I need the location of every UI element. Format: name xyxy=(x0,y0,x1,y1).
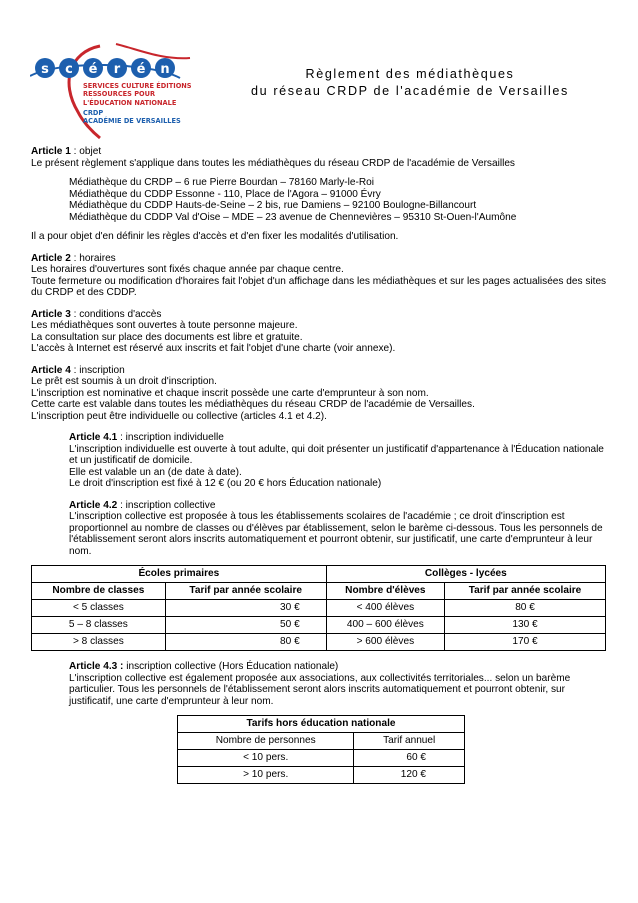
article-number: Article 3 xyxy=(31,308,71,320)
logo-text xyxy=(83,82,213,125)
article-4-2-text: L'inscription collective est proposée à tous les établissements scolaires de l'académie ; ce droit d'inscription est proportionnel au nombre de classes ou d'élèves par établissement, selon le barème ci-dessous. Tous les personnels de l'établissement seront alors inscrits automatiquement et pourront obtenir, sur justificatif, une carte d'emprunteur à leur nom. xyxy=(69,511,603,557)
table-cell: 80 € xyxy=(445,600,606,617)
logo-line: RESSOURCES POUR xyxy=(83,90,156,99)
table-cell: 120 € xyxy=(354,767,465,784)
article-subject: : inscription xyxy=(70,364,125,376)
logo-letter: r xyxy=(113,62,121,77)
group-header-ecoles: Écoles primaires xyxy=(32,566,327,583)
article-4-text: L'inscription peut être individuelle ou collective (articles 4.1 et 4.2). xyxy=(31,410,327,422)
article-2-text: Toute fermeture ou modification d'horaires fait l'objet d'un affichage dans les médiathèques et sur les pages actualisées des sites du CRDP et des CDDP. xyxy=(31,275,607,298)
article-number: Article 4 xyxy=(31,364,71,376)
article-4-3-text: L'inscription collective est également proposée aux associations, aux collectivités territoriales... selon un barème particulier. Tous les personnels de l'établissement seront alors inscrits automatiquement et pourront obtenir, sur justificatif, une carte d'emprunteur à leur nom. xyxy=(69,672,571,707)
article-4-1-text: L'inscription individuelle est ouverte à tout adulte, qui doit présenter un justificatif d'appartenance à l'Éducation nationale et un justificatif de domicile. xyxy=(69,443,604,466)
document-title-line-2: du réseau CRDP de l'académie de Versailles xyxy=(251,84,569,98)
column-header: Nombre d'élèves xyxy=(326,583,444,600)
tarifs-scolaires-table xyxy=(31,565,606,651)
article-4-3-heading xyxy=(31,661,611,673)
article-number: Article 1 xyxy=(31,146,71,157)
article-subject: : conditions d'accès xyxy=(70,308,162,320)
article-4-text: Le prêt est soumis à un droit d'inscription. xyxy=(31,376,217,387)
table-cell: 50 € xyxy=(165,617,326,634)
table-title-row xyxy=(178,716,465,733)
table-row xyxy=(178,767,465,784)
article-1-heading xyxy=(31,146,611,158)
column-header: Tarif par année scolaire xyxy=(445,583,606,600)
table-row xyxy=(178,750,465,767)
article-1-objet: Il a pour objet d'en définir les règles d'accès et d'en fixer les modalités d'utilisation. xyxy=(31,231,399,242)
article-4-2-heading xyxy=(31,500,611,512)
table-cell: 400 – 600 élèves xyxy=(326,617,444,634)
article-3-heading xyxy=(31,309,611,321)
table-row xyxy=(32,634,606,651)
group-header-colleges: Collèges - lycées xyxy=(326,566,605,583)
table-header-row xyxy=(32,583,606,600)
column-header: Nombre de personnes xyxy=(178,733,354,750)
article-3-text: L'accès à Internet est réservé aux inscrits et fait l'objet d'une charte (voir annexe). xyxy=(31,343,396,354)
logo-line: ACADÉMIE DE VERSAILLES xyxy=(83,117,181,126)
article-4-1-text: Elle est valable un an (de date à date). xyxy=(69,466,242,478)
site-address: Médiathèque du CDDP Essonne - 110, Place de l'Agora – 91000 Évry xyxy=(69,188,381,200)
site-address: Médiathèque du CRDP – 6 rue Pierre Bourdan – 78160 Marly-le-Roi xyxy=(69,177,375,188)
table-cell: < 10 pers. xyxy=(178,750,354,767)
table-cell: > 8 classes xyxy=(32,634,166,651)
logo-line: SERVICES CULTURE ÉDITIONS xyxy=(83,82,192,90)
table-cell: > 10 pers. xyxy=(178,767,354,784)
tarifs-hors-education-table xyxy=(177,715,465,784)
article-4-text: L'inscription est nominative et chaque inscrit possède une carte d'emprunteur à son nom. xyxy=(31,387,429,399)
table-row xyxy=(32,600,606,617)
table-cell: 170 € xyxy=(445,634,606,651)
table-cell: < 5 classes xyxy=(32,600,166,617)
document-title-line-1: Règlement des médiathèques xyxy=(305,67,515,81)
article-subject: : inscription collective xyxy=(117,499,216,511)
column-header: Nombre de classes xyxy=(32,583,166,600)
article-subject: inscription collective (Hors Éducation nationale) xyxy=(123,661,339,672)
logo-line: CRDP xyxy=(83,108,104,117)
article-4-text: Cette carte est valable dans toutes les médiathèques du réseau CRDP de l'académie de Versailles. xyxy=(31,399,475,410)
logo-letter: é xyxy=(88,62,98,77)
table-cell: 80 € xyxy=(165,634,326,651)
logo-letter: c xyxy=(65,62,73,77)
article-subject: : horaires xyxy=(70,252,116,264)
article-subject: : inscription individuelle xyxy=(117,432,224,443)
site-address: Médiathèque du CDDP Hauts-de-Seine – 2 bis, rue Damiens – 92100 Boulogne-Billancourt xyxy=(69,200,477,211)
article-number: Article 2 xyxy=(31,252,71,264)
site-address: Médiathèque du CDDP Val d'Oise – MDE – 23 avenue de Chennevières – 95310 St-Ouen-l'Aumône xyxy=(69,211,517,223)
article-2-heading xyxy=(31,253,611,265)
article-number: Article 4.1 xyxy=(69,432,118,443)
table-cell: 130 € xyxy=(445,617,606,634)
article-number: Article 4.3 : xyxy=(69,661,124,672)
logo-letter: s xyxy=(41,62,49,77)
table-group-header-row xyxy=(32,566,606,583)
logo-letter: é xyxy=(136,62,146,77)
document-body xyxy=(31,146,611,784)
logo-letter: n xyxy=(160,62,170,77)
table-cell: < 400 élèves xyxy=(326,600,444,617)
table-cell: > 600 élèves xyxy=(326,634,444,651)
table-header-row xyxy=(178,733,465,750)
table-row xyxy=(32,617,606,634)
article-4-heading xyxy=(31,365,611,377)
table-cell: 5 – 8 classes xyxy=(32,617,166,634)
article-number: Article 4.2 xyxy=(69,499,118,511)
article-3-text: Les médiathèques sont ouvertes à toute personne majeure. xyxy=(31,320,298,331)
logo-line: L'ÉDUCATION NATIONALE xyxy=(83,98,177,107)
article-4-1-heading xyxy=(31,432,611,444)
article-4-1-text: Le droit d'inscription est fixé à 12 € (ou 20 € hors Éducation nationale) xyxy=(69,478,382,489)
article-1-intro: Le présent règlement s'applique dans toutes les médiathèques du réseau CRDP de l'académie de Versailles xyxy=(31,157,515,169)
table-cell: 30 € xyxy=(165,600,326,617)
article-2-text: Les horaires d'ouvertures sont fixés chaque année par chaque centre. xyxy=(31,264,344,275)
column-header: Tarif par année scolaire xyxy=(165,583,326,600)
column-header: Tarif annuel xyxy=(354,733,465,750)
article-subject: : objet xyxy=(70,146,102,157)
article-3-text: La consultation sur place des documents est libre et gratuite. xyxy=(31,331,303,343)
table-title: Tarifs hors éducation nationale xyxy=(178,716,465,733)
table-cell: 60 € xyxy=(354,750,465,767)
